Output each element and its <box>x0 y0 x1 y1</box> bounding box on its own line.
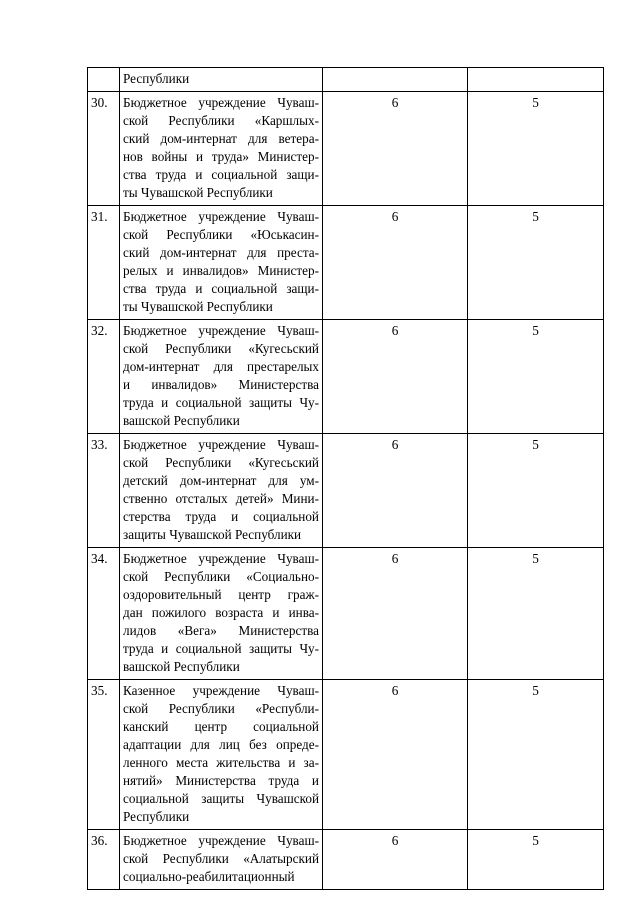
institution-name-line: ской Республики «Каршлых- <box>123 113 319 128</box>
institution-name-line: Казенное учреждение Чуваш- <box>123 683 319 698</box>
institution-name-line: труда и социальной защиты Чу- <box>123 641 319 656</box>
value-column-2: 5 <box>468 434 604 548</box>
institution-name-line: ты Чувашской Республики <box>123 299 273 314</box>
table-row <box>88 320 604 434</box>
institutions-table <box>87 67 604 890</box>
institution-name-line: адаптации для лиц без опреде- <box>123 737 319 752</box>
value-column-1: 6 <box>323 92 468 206</box>
institution-name-line: ский дом-интернат для преста- <box>123 245 319 260</box>
value-column-1: 6 <box>323 830 468 890</box>
value-column-1: 6 <box>323 680 468 830</box>
institution-name-line: социальной защиты Чувашской <box>123 791 319 806</box>
institution-name-cell <box>120 830 323 890</box>
institution-name-line: канский центр социальной <box>123 719 319 734</box>
institution-name-line: ственно отсталых детей» Мини- <box>123 491 319 506</box>
institution-name-line: нов войны и труда» Министер- <box>123 149 319 164</box>
institution-name-line: лидов «Вега» Министерства <box>123 623 319 638</box>
institution-name-line: Бюджетное учреждение Чуваш- <box>123 323 319 338</box>
institution-name-line: Бюджетное учреждение Чуваш- <box>123 95 319 110</box>
value-column-2: 5 <box>468 680 604 830</box>
row-number: 30. <box>88 92 120 206</box>
value-column-1 <box>323 68 468 92</box>
institution-name-cell <box>120 68 323 92</box>
institution-name-line: Республики <box>123 71 190 86</box>
institution-name-line: ский дом-интернат для ветера- <box>123 131 319 146</box>
row-number: 36. <box>88 830 120 890</box>
institution-name-line: ской Республики «Кугесьский <box>123 455 319 470</box>
institution-name-cell <box>120 320 323 434</box>
institution-name-line: стерства труда и социальной <box>123 509 319 524</box>
institution-name-line: Республики <box>123 809 190 824</box>
table-row <box>88 830 604 890</box>
value-column-2: 5 <box>468 830 604 890</box>
table-body <box>88 68 604 890</box>
value-column-1: 6 <box>323 320 468 434</box>
institution-name-cell <box>120 206 323 320</box>
row-number: 35. <box>88 680 120 830</box>
institution-name-line: ской Республики «Алатырский <box>123 851 319 866</box>
table-row <box>88 206 604 320</box>
table-row <box>88 680 604 830</box>
institution-name-cell <box>120 680 323 830</box>
institution-name-line: ства труда и социальной защи- <box>123 281 319 296</box>
value-column-2: 5 <box>468 206 604 320</box>
institution-name-line: дан пожилого возраста и инва- <box>123 605 319 620</box>
institution-name-line: ской Республики «Республи- <box>123 701 319 716</box>
institution-name-cell <box>120 92 323 206</box>
table-row <box>88 548 604 680</box>
value-column-1: 6 <box>323 548 468 680</box>
value-column-2: 5 <box>468 548 604 680</box>
row-number: 31. <box>88 206 120 320</box>
table-row <box>88 434 604 548</box>
table-row <box>88 92 604 206</box>
institution-name-line: Бюджетное учреждение Чуваш- <box>123 209 319 224</box>
institution-name-line: Бюджетное учреждение Чуваш- <box>123 551 319 566</box>
institution-name-line: Бюджетное учреждение Чуваш- <box>123 833 319 848</box>
institution-name-line: защиты Чувашской Республики <box>123 527 302 542</box>
row-number: 33. <box>88 434 120 548</box>
table-row <box>88 68 604 92</box>
institution-name-line: и инвалидов» Министерства <box>123 377 319 392</box>
institution-name-line: оздоровительный центр граж- <box>123 587 319 602</box>
row-number <box>88 68 120 92</box>
value-column-1: 6 <box>323 206 468 320</box>
value-column-2 <box>468 68 604 92</box>
institution-name-line: ты Чувашской Республики <box>123 185 273 200</box>
institution-name-line: Бюджетное учреждение Чуваш- <box>123 437 319 452</box>
institution-name-line: ленного места жительства и за- <box>123 755 319 770</box>
institution-name-line: вашской Республики <box>123 413 240 428</box>
institution-name-line: дом-интернат для престарелых <box>123 359 319 374</box>
value-column-2: 5 <box>468 92 604 206</box>
institution-name-cell <box>120 548 323 680</box>
institution-name-line: ства труда и социальной защи- <box>123 167 319 182</box>
institution-name-line: труда и социальной защиты Чу- <box>123 395 319 410</box>
value-column-1: 6 <box>323 434 468 548</box>
institution-name-line: релых и инвалидов» Министер- <box>123 263 319 278</box>
institution-name-line: ской Республики «Юськасин- <box>123 227 319 242</box>
institution-name-line: ской Республики «Кугесьский <box>123 341 319 356</box>
row-number: 34. <box>88 548 120 680</box>
row-number: 32. <box>88 320 120 434</box>
institution-name-line: ской Республики «Социально- <box>123 569 319 584</box>
institution-name-line: социально-реабилитационный <box>123 869 295 884</box>
institution-name-line: вашской Республики <box>123 659 240 674</box>
value-column-2: 5 <box>468 320 604 434</box>
institution-name-line: детский дом-интернат для ум- <box>123 473 319 488</box>
institution-name-line: нятий» Министерства труда и <box>123 773 319 788</box>
institution-name-cell <box>120 434 323 548</box>
